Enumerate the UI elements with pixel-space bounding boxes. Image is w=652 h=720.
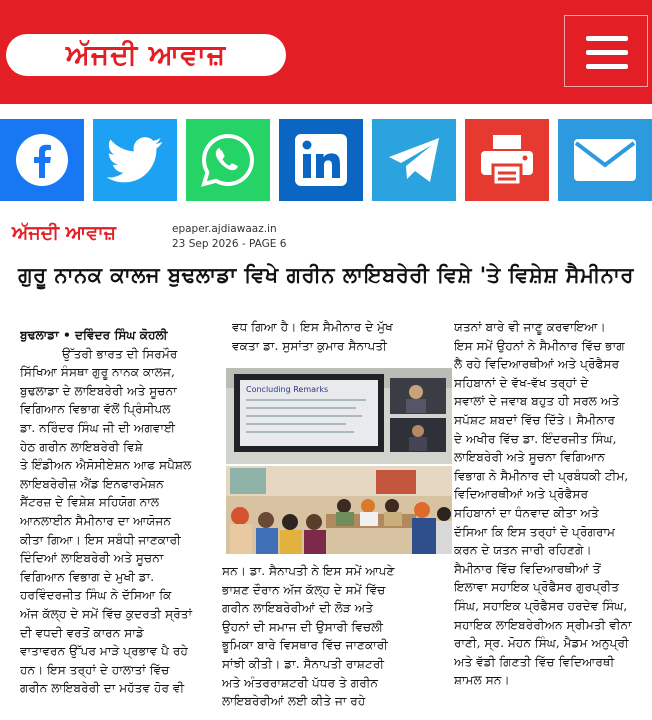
text-line: ਹਰਵਿੰਦਰਜੀਤ ਸਿੰਘ ਨੇ ਦੱਸਿਆ ਕਿ [20, 588, 172, 603]
share-bar [0, 119, 652, 201]
text-line: ਅਤੇ ਵੱਡੀ ਗਿਣਤੀ ਵਿੱਚ ਵਿਦਿਆਰਥੀ [454, 654, 615, 669]
text-line: ਵਿਦਿਆਰਥੀਆਂ ਅਤੇ ਪ੍ਰੋਫੈਸਰ [454, 487, 589, 502]
twitter-icon [106, 136, 164, 184]
article-column-2-top [232, 318, 442, 355]
facebook-icon [14, 132, 70, 188]
text-line: ਲਾਇਬਰੇਰੀਆਂ ਲਈ ਕੀਤੇ ਜਾ ਰਹੇ [222, 694, 366, 709]
site-header [0, 0, 652, 104]
print-button[interactable] [465, 119, 549, 201]
site-logo[interactable] [6, 34, 286, 76]
text-line: ਵਿਭਾਗ ਨੇ ਸੈਮੀਨਾਰ ਦੀ ਪ੍ਰਬੰਧਕੀ ਟੀਮ, [454, 468, 629, 483]
text-line: ਸਵਾਲਾਂ ਦੇ ਜਵਾਬ ਬਹੁਤ ਹੀ ਸਰਲ ਅਤੇ [454, 394, 620, 409]
article-column-1 [20, 326, 218, 698]
epaper-site: epaper.ajdiawaaz.in [172, 223, 277, 235]
text-line: ਬੁਢਲਾਡਾ ਦੇ ਲਾਇਬਰੇਰੀ ਅਤੇ ਸੂਚਨਾ [20, 383, 177, 398]
seminar-screen-image [226, 368, 452, 464]
text-line: ਸੈਂਟਰਜ਼ ਦੇ ਵਿਸ਼ੇਸ਼ ਸਹਿਯੋਗ ਨਾਲ [20, 495, 160, 510]
printer-icon [478, 131, 536, 189]
text-line: ਅੱਜ ਕੱਲ੍ਹ ਦੇ ਸਮੇਂ ਵਿੱਚ ਕੁਦਰਤੀ ਸ੍ਰੋਤਾਂ [20, 606, 193, 621]
epaper-masthead-logo [12, 222, 116, 244]
logo-text [66, 38, 226, 72]
audience-image [226, 466, 452, 554]
seminar-audience-photo [226, 466, 452, 554]
facebook-share-button[interactable] [0, 119, 84, 201]
seminar-screen-photo [226, 368, 452, 464]
text-line: ਵਿਗਿਆਨ ਵਿਭਾਗ ਵੱਲੋਂ ਪ੍ਰਿੰਸੀਪਲ [20, 402, 171, 417]
article-byline: ਬੁਢਲਾਡਾ • ਦਵਿੰਦਰ ਸਿੰਘ ਕੋਹਲੀ [20, 328, 168, 342]
masthead-wordmark: ਅੱਜਦੀ ਆਵਾਜ਼ [12, 222, 117, 244]
text-line: ਭਾਸ਼ਣ ਦੌਰਾਨ ਅੱਜ ਕੱਲ੍ਹ ਦੇ ਸਮੇਂ ਵਿੱਚ [222, 582, 386, 597]
hamburger-menu-icon-line [586, 64, 628, 69]
text-line: ਲੈ ਰਹੇ ਵਿਦਿਆਰਥੀਆਂ ਅਤੇ ਪ੍ਰੋਫੈਸਰ [454, 357, 620, 372]
whatsapp-share-button[interactable] [186, 119, 270, 201]
email-icon [570, 135, 640, 185]
whatsapp-icon [200, 132, 256, 188]
epaper-date-page: 23 Sep 2026 - PAGE 6 [172, 238, 287, 250]
text-line: ਵਕਤਾ ਡਾ. ਸੁਸਾਂਤਾ ਕੁਮਾਰ ਸੈਨਾਪਤੀ [232, 338, 387, 353]
text-line: ਅਤੇ ਅੰਤਰਰਾਸ਼ਟਰੀ ਪੱਧਰ ਤੇ ਗਰੀਨ [222, 675, 379, 690]
text-line: ਹੇਠ ਗਰੀਨ ਲਾਇਬਰੇਰੀ ਵਿਸ਼ੇ [20, 439, 143, 454]
linkedin-share-button[interactable] [279, 119, 363, 201]
text-line: ਗਰੀਨ ਲਾਇਬਰੇਰੀ ਦਾ ਮਹੱਤਵ ਹੋਰ ਵੀ [20, 681, 185, 696]
text-line: ਸਿੱਖਿਆ ਸੰਸਥਾ ਗੁਰੂ ਨਾਨਕ ਕਾਲਜ, [20, 365, 175, 380]
text-line: ਵਾਤਾਵਰਨ ਉੱਪਰ ਮਾੜੇ ਪ੍ਰਭਾਵ ਪੈ ਰਹੇ [20, 644, 188, 659]
slide-title: Concluding Remarks [246, 385, 329, 394]
telegram-icon [385, 135, 443, 185]
email-share-button[interactable] [558, 119, 652, 201]
text-line: ਕਰਨ ਦੇ ਯਤਨ ਜਾਰੀ ਰਹਿਣਗੇ। [454, 543, 592, 558]
text-line: ਇਲਾਵਾ ਸਹਾਇਕ ਪ੍ਰੋਫੈਸਰ ਗੁਰਪ੍ਰੀਤ [454, 580, 620, 595]
text-line: ਆਨਲਾਈਨ ਸੈਮੀਨਾਰ ਦਾ ਆਯੋਜਨ [20, 513, 171, 528]
text-line: ਸ਼ਾਮਲ ਸਨ। [454, 673, 510, 688]
text-line: ਸਾਂਝੀ ਕੀਤੀ। ਡਾ. ਸੈਨਾਪਤੀ ਰਾਸ਼ਟਰੀ [222, 656, 385, 671]
text-line: ਸੈਮੀਨਾਰ ਵਿੱਚ ਵਿਦਿਆਰਥੀਆਂ ਤੋਂ [454, 561, 601, 576]
text-line: ਸਪੱਸ਼ਟ ਸ਼ਬਦਾਂ ਵਿੱਚ ਦਿੱਤੇ। ਸੈਮੀਨਾਰ [454, 412, 615, 427]
text-line: ਸਹਿਬਾਨਾਂ ਦਾ ਧੰਨਵਾਦ ਕੀਤਾ ਅਤੇ [454, 505, 599, 520]
text-line: ਲਾਇਬਰੇਰੀ ਅਤੇ ਸੂਚਨਾ ਵਿਗਿਆਨ [454, 450, 605, 465]
text-line: ਵਿਗਿਆਨ ਵਿਭਾਗ ਦੇ ਮੁਖੀ ਡਾ. [20, 569, 155, 584]
text-line: ਦਿੰਦਿਆਂ ਲਾਇਬਰੇਰੀ ਅਤੇ ਸੂਚਨਾ [20, 551, 164, 566]
text-line: ਦੀ ਵਧਦੀ ਵਰਤੋਂ ਕਾਰਨ ਸਾਡੇ [20, 625, 144, 640]
text-line: ਕੀਤਾ ਗਿਆ। ਇਸ ਸਬੰਧੀ ਜਾਣਕਾਰੀ [20, 532, 181, 547]
text-line: ਸਹਿਬਾਨਾਂ ਦੇ ਵੱਖ-ਵੱਖ ਤਰ੍ਹਾਂ ਦੇ [454, 375, 589, 390]
text-line: ਦੱਸਿਆ ਕਿ ਇਸ ਤਰ੍ਹਾਂ ਦੇ ਪ੍ਰੋਗਰਾਮ [454, 524, 616, 539]
text-line: ਸਨ। ਡਾ. ਸੈਨਾਪਤੀ ਨੇ ਇਸ ਸਮੇਂ ਆਪਣੇ [222, 564, 395, 578]
text-line: ਰਾਣੀ, ਸ੍ਰ. ਮੋਹਨ ਸਿੰਘ, ਮੈਡਮ ਅਨੁਪ੍ਰੀ [454, 636, 629, 651]
text-line: ਸਹਾਇਕ ਲਾਇਬਰੇਰੀਅਨ ਸ੍ਰੀਮਤੀ ਵੀਨਾ [454, 617, 632, 632]
text-line: ਹਨ। ਇਸ ਤਰ੍ਹਾਂ ਦੇ ਹਾਲਾਤਾਂ ਵਿੱਚ [20, 662, 170, 677]
text-line: ਇਸ ਸਮੇਂ ਉਹਨਾਂ ਨੇ ਸੈਮੀਨਾਰ ਵਿੱਚ ਭਾਗ [454, 338, 625, 353]
text-line: ਗਰੀਨ ਲਾਇਬਰੇਰੀਆਂ ਦੀ ਲੋੜ ਅਤੇ [222, 601, 374, 616]
hamburger-menu-icon [586, 36, 628, 41]
linkedin-icon [293, 132, 349, 188]
text-line: ਲਾਇਬਰੇਰੀਜ਼ ਐਂਡ ਇਨਫਾਰਮੇਸ਼ਨ [20, 476, 164, 491]
text-line: ਦੇ ਅਖੀਰ ਵਿੱਚ ਡਾ. ਇੰਦਰਜੀਤ ਸਿੰਘ, [454, 431, 617, 446]
text-line: ਤੇ ਇੰਡੀਅਨ ਐਸੋਸੀਏਸ਼ਨ ਆਫ ਸਪੈਸ਼ਲ [20, 458, 192, 473]
text-line: ਡਾ. ਨਰਿੰਦਰ ਸਿੰਘ ਜੀ ਦੀ ਅਗਵਾਈ [20, 420, 176, 435]
article-column-2-bottom [222, 562, 442, 711]
text-line: ਭੂਮਿਕਾ ਬਾਰੇ ਵਿਸਥਾਰ ਵਿੱਚ ਜਾਣਕਾਰੀ [222, 638, 388, 653]
text-line: ਯਤਨਾਂ ਬਾਰੇ ਵੀ ਜਾਣੂ ਕਰਵਾਇਆ। [454, 320, 606, 334]
epaper-info [172, 222, 286, 252]
text-line: ਉੱਤਰੀ ਭਾਰਤ ਦੀ ਸਿਰਮੌਰ [62, 346, 178, 361]
article-headline: ਗੁਰੂ ਨਾਨਕ ਕਾਲਜ ਬੁਢਲਾਡਾ ਵਿਖੇ ਗਰੀਨ ਲਾਇਬਰੇਰੀ ਵਿਸ਼ੇ 'ਤੇ ਵਿਸ਼ੇਸ਼ ਸੈਮੀਨਾਰ [18, 262, 634, 287]
menu-button[interactable] [564, 15, 648, 87]
logo-wordmark: ਅੱਜਦੀ ਆਵਾਜ਼ [65, 38, 227, 71]
text-line: ਵਧ ਗਿਆ ਹੈ। ਇਸ ਸੈਮੀਨਾਰ ਦੇ ਮੁੱਖ [232, 320, 393, 334]
text-line: ਉਹਨਾਂ ਦੀ ਸਮਾਜ ਦੀ ਉਸਾਰੀ ਵਿਚਲੀ [222, 619, 384, 634]
text-line: ਸਿੰਘ, ਸਹਾਇਕ ਪ੍ਰੋਫੈਸਰ ਹਰਦੇਵ ਸਿੰਘ, [454, 598, 628, 613]
twitter-share-button[interactable] [93, 119, 177, 201]
telegram-share-button[interactable] [372, 119, 456, 201]
article-column-3 [454, 318, 640, 690]
hamburger-menu-icon-line [586, 50, 628, 55]
